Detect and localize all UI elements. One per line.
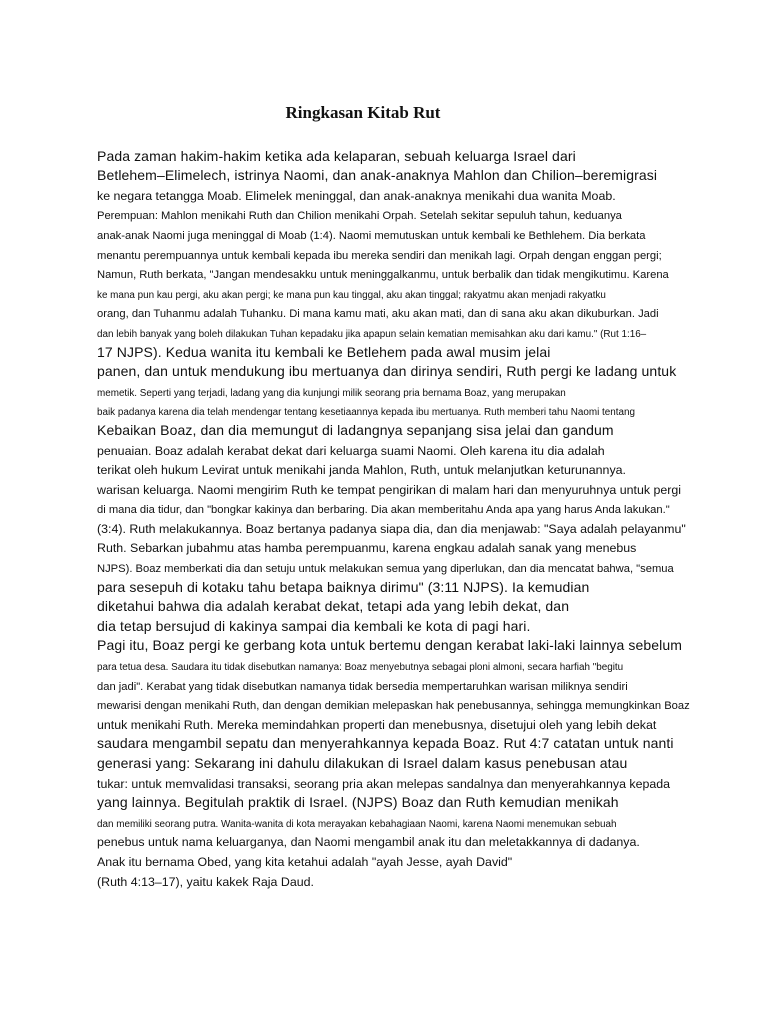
text-line: (3:4). Ruth melakukannya. Boaz bertanya padanya siapa dia, dan dia menjawab: "Saya adalah pelayanmu" — [97, 521, 686, 536]
text-line: mewarisi dengan menikahi Ruth, dan dengan demikian melepaskan hak penebusannya, sehingga memungkinkan Boaz — [97, 700, 690, 713]
text-line: warisan keluarga. Naomi mengirim Ruth ke tempat pengirikan di malam hari dan menyuruhnya untuk pergi — [97, 482, 682, 497]
document-title: Ringkasan Kitab Rut — [285, 103, 441, 122]
text-line: Anak itu bernama Obed, yang kita ketahui adalah "ayah Jesse, ayah David" — [97, 854, 513, 869]
text-line: Ruth. Sebarkan jubahmu atas hamba perempuanmu, karena engkau adalah sanak yang menebus — [97, 541, 637, 556]
text-line: para tetua desa. Saudara itu tidak disebutkan namanya: Boaz menyebutnya sebagai ploni almoni, secara harfiah "begitu — [97, 662, 624, 674]
text-line: (Ruth 4:13–17), yaitu kakek Raja Daud. — [97, 874, 314, 889]
text-line: Namun, Ruth berkata, "Jangan mendesakku untuk meninggalkanmu, untuk berbalik dan tidak mengikutimu. Karena — [97, 269, 669, 282]
text-line: penebus untuk nama keluarganya, dan Naomi mengambil anak itu dan meletakkannya di dadanya. — [97, 835, 640, 850]
text-line: tukar: untuk memvalidasi transaksi, seorang pria akan melepas sandalnya dan menyerahkannya kepada — [97, 776, 671, 791]
text-line: generasi yang: Sekarang ini dahulu dilakukan di Israel dalam kasus penebusan atau — [97, 755, 628, 771]
text-line: memetik. Seperti yang terjadi, ladang yang dia kunjungi milik seorang pria bernama Boaz, yang merupakan — [97, 387, 566, 399]
text-line: dan jadi". Kerabat yang tidak disebutkan namanya tidak bersedia mempertaruhkan warisan miliknya sendiri — [97, 680, 628, 693]
text-line: untuk menikahi Ruth. Mereka memindahkan properti dan menebusnya, disetujui oleh yang lebih dekat — [97, 717, 657, 732]
text-line: Betlehem–Elimelech, istrinya Naomi, dan anak-anaknya Mahlon dan Chilion–beremigrasi — [97, 167, 658, 184]
text-line: yang lainnya. Begitulah praktik di Israel. (NJPS) Boaz dan Ruth kemudian menikah — [97, 794, 619, 811]
text-line: diketahui bahwa dia adalah kerabat dekat, tetapi ada yang lebih dekat, dan — [97, 598, 570, 615]
text-line: baik padanya karena dia telah mendengar tentang kesetiaannya kepada ibu mertuanya. Ruth memberi tahu Naomi tentang — [97, 407, 635, 419]
text-line: Perempuan: Mahlon menikahi Ruth dan Chilion menikahi Orpah. Setelah sekitar sepuluh tahun, keduanya — [97, 210, 622, 223]
text-line: dia tetap bersujud di kakinya sampai dia kembali ke kota di pagi hari. — [97, 617, 531, 634]
text-line: dan lebih banyak yang boleh dilakukan Tuhan kepadaku jika apapun selain kematian memisahkan aku dari kamu." (Rut 1:16– — [97, 328, 647, 340]
text-line: anak-anak Naomi juga meninggal di Moab (1:4). Naomi memutuskan untuk kembali ke Bethlehem. Dia berkata — [97, 229, 646, 242]
text-line: menantu perempuannya untuk kembali kepada ibu mereka sendiri dan menikah lagi. Orpah dengan enggan pergi; — [97, 249, 662, 262]
document-body — [97, 144, 757, 889]
text-line: Pada zaman hakim-hakim ketika ada kelaparan, sebuah keluarga Israel dari — [97, 147, 576, 164]
text-line: panen, dan untuk mendukung ibu mertuanya dan dirinya sendiri, Ruth pergi ke ladang untuk — [97, 363, 677, 380]
text-line: para sesepuh di kotaku tahu betapa baiknya dirimu" (3:11 NJPS). Ia kemudian — [97, 578, 590, 595]
text-line: NJPS). Boaz memberkati dia dan setuju untuk melakukan semua yang diperlukan, dan dia mencatat bahwa, "semua — [97, 563, 674, 576]
text-line: saudara mengambil sepatu dan menyerahkannya kepada Boaz. Rut 4:7 catatan untuk nanti — [97, 735, 674, 752]
text-line: terikat oleh hukum Levirat untuk menikahi janda Mahlon, Ruth, untuk melanjutkan keturunannya. — [97, 463, 626, 478]
text-line: 17 NJPS). Kedua wanita itu kembali ke Betlehem pada awal musim jelai — [97, 343, 551, 360]
text-line: Pagi itu, Boaz pergi ke gerbang kota untuk bertemu dengan kerabat laki-laki lainnya sebelum — [97, 637, 683, 654]
text-line: penuaian. Boaz adalah kerabat dekat dari keluarga suami Naomi. Oleh karena itu dia adalah — [97, 443, 605, 458]
text-line: dan memiliki seorang putra. Wanita-wanita di kota merayakan kebahagiaan Naomi, karena Naomi menemukan sebuah — [97, 818, 617, 830]
text-line: di mana dia tidur, dan "bongkar kakinya dan berbaring. Dia akan memberitahu Anda apa yang harus Anda lakukan." — [97, 504, 670, 517]
text-line: orang, dan Tuhanmu adalah Tuhanku. Di mana kamu mati, aku akan mati, dan di sana aku akan dikuburkan. Jadi — [97, 308, 659, 321]
text-line: Kebaikan Boaz, dan dia memungut di ladangnya sepanjang sisa jelai dan gandum — [97, 421, 614, 438]
text-line: ke negara tetangga Moab. Elimelek meninggal, dan anak-anaknya menikahi dua wanita Moab. — [97, 188, 616, 203]
text-line: ke mana pun kau pergi, aku akan pergi; ke mana pun kau tinggal, aku akan tinggal; rakyatmu akan menjadi rakyatku — [97, 289, 606, 301]
